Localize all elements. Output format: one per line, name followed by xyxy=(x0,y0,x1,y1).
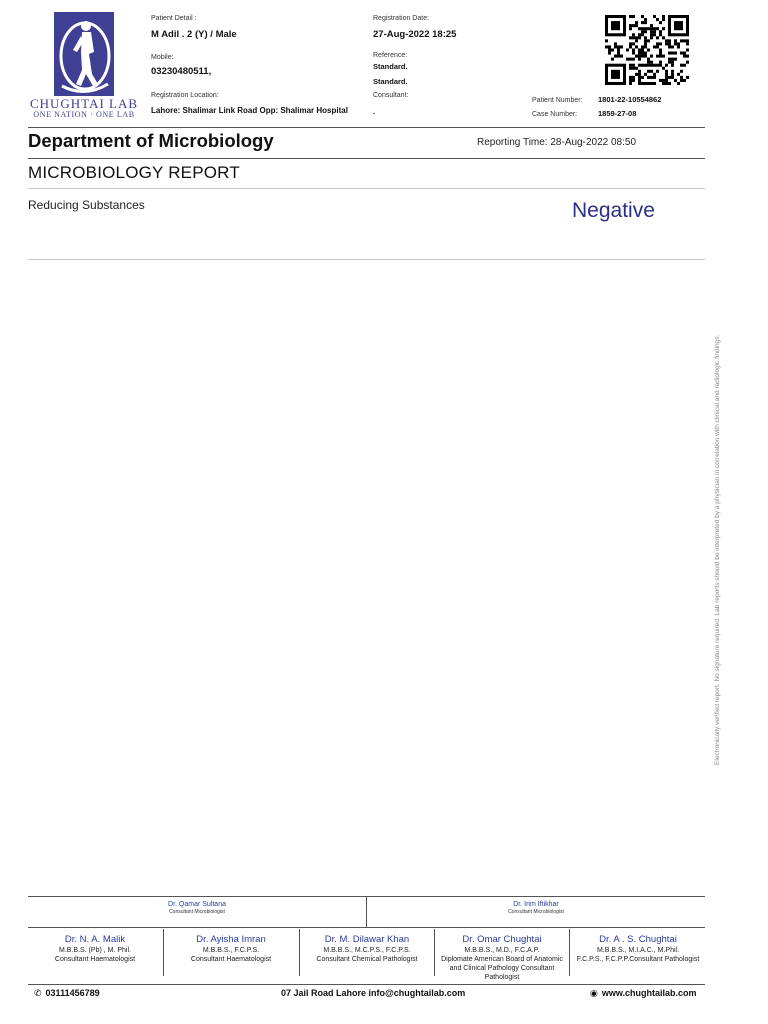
doctor-block xyxy=(435,930,569,982)
title-divider xyxy=(28,188,705,189)
reference-label: Reference: xyxy=(373,52,408,59)
footer-bottom-divider xyxy=(28,984,705,985)
microbiologist-designation: Consultant Microbiologist xyxy=(508,909,564,915)
doctor-block xyxy=(164,930,298,982)
registration-location-label: Registration Location: xyxy=(151,92,219,99)
reference-value: Standard. xyxy=(373,62,408,71)
doctor-designation: F.C.P.S., F.C.P.P.Consultant Pathologist xyxy=(576,956,700,963)
header-divider xyxy=(28,127,705,128)
reporting-time xyxy=(477,137,636,148)
globe-icon: ◉ xyxy=(590,988,598,998)
doctor-block xyxy=(570,930,706,982)
consultant-label: Consultant: xyxy=(373,92,409,99)
mobile-label: Mobile: xyxy=(151,54,174,61)
doctor-name: Dr. N. A. Malik xyxy=(64,934,126,945)
doctor-name: Dr. Ayisha Imran xyxy=(196,934,266,945)
case-number-value: 1859-27-08 xyxy=(598,109,637,118)
microbiologist-block xyxy=(367,897,705,927)
contact-phone xyxy=(34,988,100,999)
report-title: MICROBIOLOGY REPORT xyxy=(28,163,240,182)
department-title: Department of Microbiology xyxy=(28,130,274,151)
doctor-designation: Consultant Chemical Pathologist xyxy=(316,956,418,963)
microbiologist-name: Dr. Qamar Sultana xyxy=(168,901,226,908)
microbiologist-name: Dr. Irim Iftikhar xyxy=(513,901,559,908)
doctor-name: Dr. A . S. Chughtai xyxy=(599,934,677,945)
doctor-name: Dr. Omar Chughtai xyxy=(462,934,542,945)
phone-icon: ✆ xyxy=(34,988,42,998)
doctor-degrees: M.B.B.S., M.D., F.C.A.P. xyxy=(464,947,540,954)
reporting-time-value: 28-Aug-2022 08:50 xyxy=(550,137,636,148)
logo-name: CHUGHTAI LAB xyxy=(29,96,139,111)
patient-number-label: Patient Number: xyxy=(532,97,583,104)
reference-value: Standard. xyxy=(373,77,408,86)
contact-address: 07 Jail Road Lahore info@chughtailab.com xyxy=(281,988,466,998)
phone-number: 03111456789 xyxy=(45,988,100,998)
doctor-degrees: M.B.B.S., M.I.A.C., M.Phil. xyxy=(596,947,680,954)
registration-date-value: 27-Aug-2022 18:25 xyxy=(373,29,457,40)
lab-logo xyxy=(54,12,114,96)
doctor-designation: Consultant Haematologist xyxy=(54,956,136,963)
doctor-degrees: M.B.B.S., M.C.P.S., F.C.P.S. xyxy=(323,947,411,954)
patient-detail-label: Patient Detail : xyxy=(151,15,197,22)
department-divider xyxy=(28,158,705,159)
registration-location-value: Lahore: Shalimar Link Road Opp: Shalimar Hospital xyxy=(151,106,348,115)
microbiologist-block xyxy=(28,897,366,927)
patient-number-value: 1801-22-10554862 xyxy=(598,95,662,104)
mobile-value: 03230480511, xyxy=(151,66,212,77)
doctor-degrees: M.B.B.S., F.C.P.S. xyxy=(202,947,260,954)
logo-tagline: ONE NATION · ONE LAB xyxy=(33,110,135,119)
reporting-time-label: Reporting Time: xyxy=(477,137,548,148)
verification-note: Electronically verified report. No signature required. Lab reports should be interpreted by a physician in correlation with clinical and radiologic findings. xyxy=(714,334,721,765)
doctor-name: Dr. M. Dilawar Khan xyxy=(324,934,410,945)
footer-mid-divider xyxy=(28,927,705,928)
consultant-value: . xyxy=(373,107,376,116)
registration-date-label: Registration Date: xyxy=(373,15,430,22)
qr-code xyxy=(605,15,689,85)
doctor-block xyxy=(300,930,434,982)
doctor-degrees: M.B.B.S. (Pb) , M. Phil. xyxy=(59,947,131,954)
test-result: Negative xyxy=(572,199,655,222)
doctor-block xyxy=(28,930,162,982)
case-number-label: Case Number: xyxy=(532,111,578,118)
doctor-designation: Consultant Haematologist xyxy=(190,956,272,963)
test-name: Reducing Substances xyxy=(28,198,145,212)
patient-detail-value: M Adil . 2 (Y) / Male xyxy=(151,29,237,40)
website-link: www.chughtailab.com xyxy=(601,988,697,998)
microbiologist-designation: Consultant Microbiologist xyxy=(169,909,225,915)
results-divider xyxy=(28,259,705,260)
contact-website xyxy=(590,988,697,999)
doctor-designation: Diplomate American Board of Anatomic and Clinical Pathology Consultant Pathologist xyxy=(441,956,563,981)
